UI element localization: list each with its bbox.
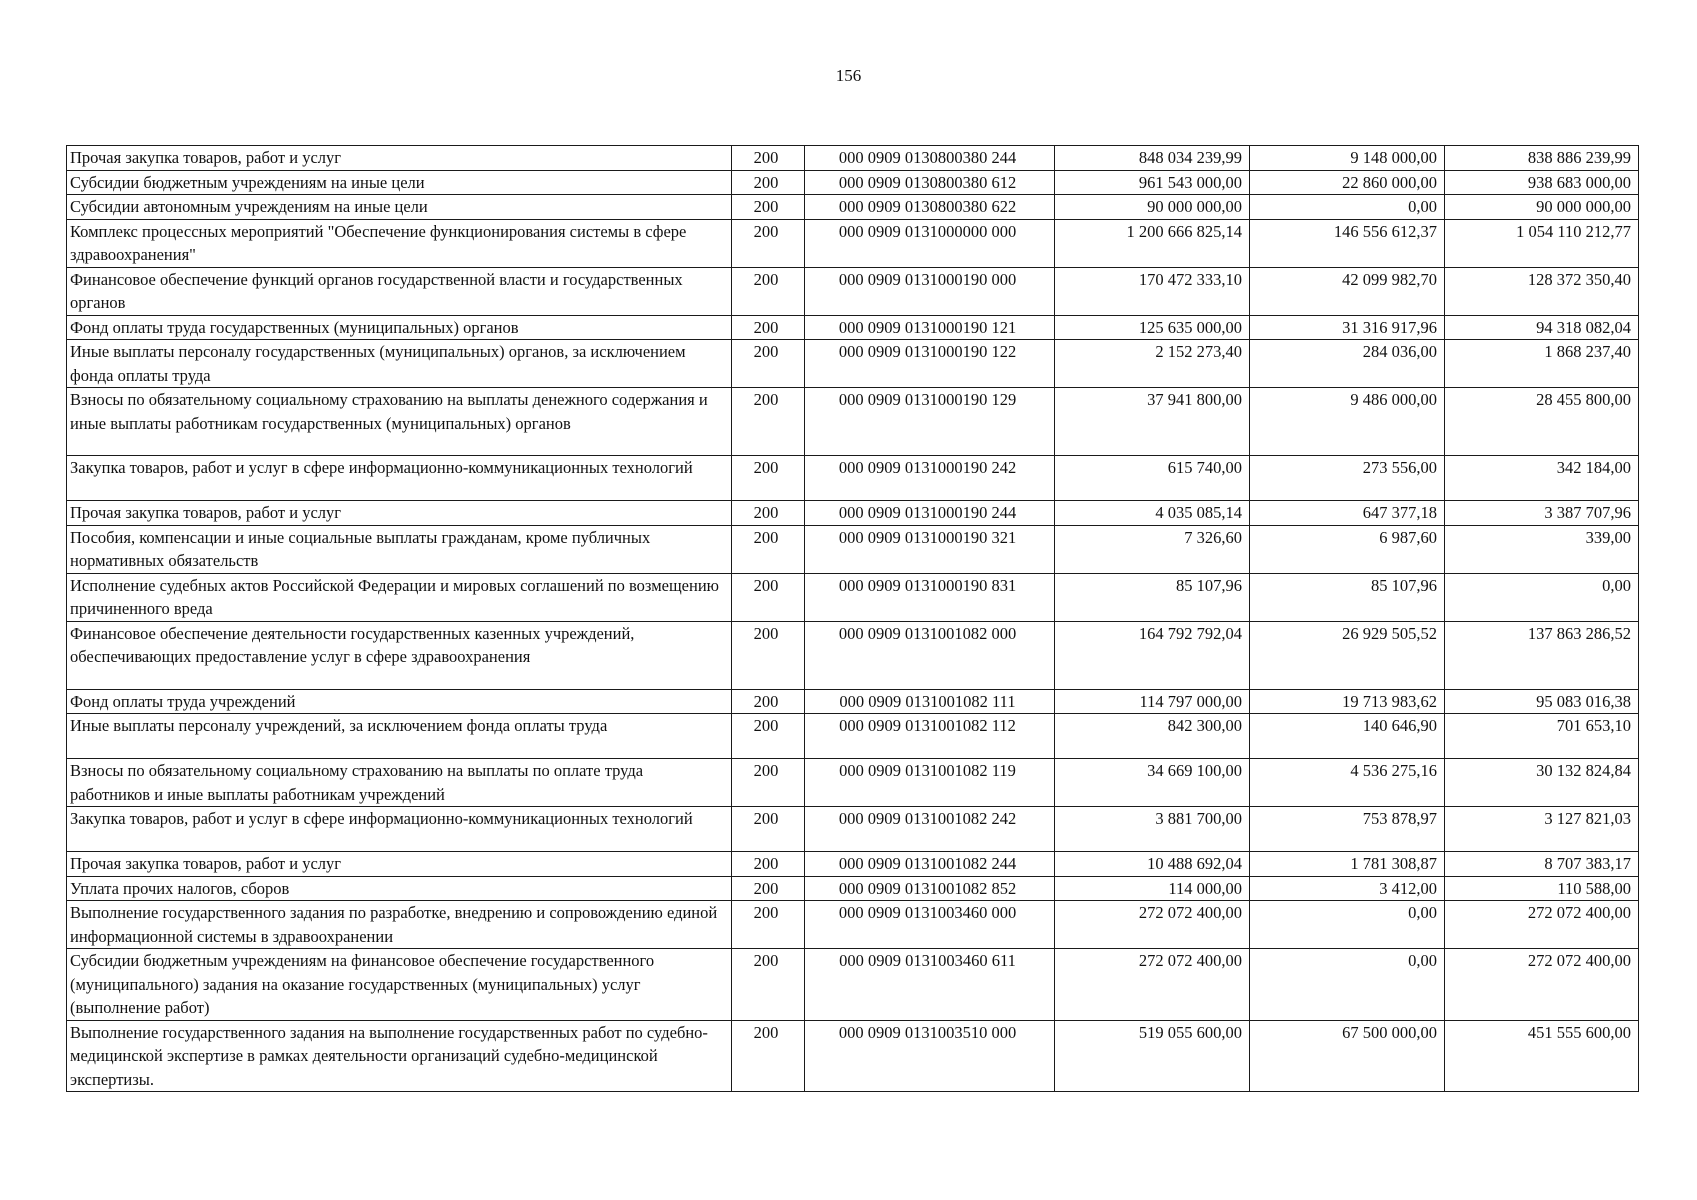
row-name: Финансовое обеспечение функций органов государственной власти и государственных органов bbox=[67, 267, 732, 315]
row-approved: 114 000,00 bbox=[1055, 876, 1250, 901]
row-kbk: 000 0909 0131000190 242 bbox=[805, 456, 1055, 501]
row-executed: 67 500 000,00 bbox=[1250, 1020, 1445, 1092]
row-approved: 164 792 792,04 bbox=[1055, 621, 1250, 689]
row-name: Субсидии бюджетным учреждениям на финансовое обеспечение государственного (муниципального) задания на оказание государственных (муниципальных) услуг (выполнение работ) bbox=[67, 949, 732, 1021]
row-kbk: 000 0909 0131000190 122 bbox=[805, 340, 1055, 388]
row-unexecuted: 95 083 016,38 bbox=[1445, 689, 1639, 714]
row-code: 200 bbox=[732, 501, 805, 526]
row-name: Прочая закупка товаров, работ и услуг bbox=[67, 852, 732, 877]
row-name: Фонд оплаты труда государственных (муниципальных) органов bbox=[67, 315, 732, 340]
table-row bbox=[67, 759, 1639, 807]
table-row bbox=[67, 315, 1639, 340]
row-code: 200 bbox=[732, 267, 805, 315]
row-approved: 37 941 800,00 bbox=[1055, 388, 1250, 456]
row-name: Пособия, компенсации и иные социальные выплаты гражданам, кроме публичных нормативных обязательств bbox=[67, 525, 732, 573]
row-name: Выполнение государственного задания по разработке, внедрению и сопровождению единой информационной системы в здравоохранении bbox=[67, 901, 732, 949]
row-code: 200 bbox=[732, 573, 805, 621]
row-unexecuted: 272 072 400,00 bbox=[1445, 901, 1639, 949]
row-unexecuted: 110 588,00 bbox=[1445, 876, 1639, 901]
table-row bbox=[67, 1020, 1639, 1092]
row-kbk: 000 0909 0131000190 121 bbox=[805, 315, 1055, 340]
row-kbk: 000 0909 0131000000 000 bbox=[805, 219, 1055, 267]
row-kbk: 000 0909 0131003460 611 bbox=[805, 949, 1055, 1021]
row-kbk: 000 0909 0131003460 000 bbox=[805, 901, 1055, 949]
row-approved: 848 034 239,99 bbox=[1055, 146, 1250, 171]
row-executed: 284 036,00 bbox=[1250, 340, 1445, 388]
row-executed: 1 781 308,87 bbox=[1250, 852, 1445, 877]
row-kbk: 000 0909 0131001082 112 bbox=[805, 714, 1055, 759]
row-code: 200 bbox=[732, 315, 805, 340]
row-kbk: 000 0909 0131000190 831 bbox=[805, 573, 1055, 621]
row-code: 200 bbox=[732, 388, 805, 456]
row-unexecuted: 137 863 286,52 bbox=[1445, 621, 1639, 689]
row-kbk: 000 0909 0131001082 852 bbox=[805, 876, 1055, 901]
row-approved: 34 669 100,00 bbox=[1055, 759, 1250, 807]
row-name: Комплекс процессных мероприятий "Обеспечение функционирования системы в сфере здравоохранения" bbox=[67, 219, 732, 267]
row-code: 200 bbox=[732, 807, 805, 852]
row-unexecuted: 451 555 600,00 bbox=[1445, 1020, 1639, 1092]
row-unexecuted: 8 707 383,17 bbox=[1445, 852, 1639, 877]
row-approved: 1 200 666 825,14 bbox=[1055, 219, 1250, 267]
row-unexecuted: 3 387 707,96 bbox=[1445, 501, 1639, 526]
budget-execution-table bbox=[66, 145, 1639, 1092]
row-approved: 114 797 000,00 bbox=[1055, 689, 1250, 714]
row-unexecuted: 3 127 821,03 bbox=[1445, 807, 1639, 852]
row-approved: 3 881 700,00 bbox=[1055, 807, 1250, 852]
row-name: Субсидии автономным учреждениям на иные цели bbox=[67, 195, 732, 220]
table-row bbox=[67, 456, 1639, 501]
row-code: 200 bbox=[732, 1020, 805, 1092]
row-unexecuted: 94 318 082,04 bbox=[1445, 315, 1639, 340]
row-unexecuted: 0,00 bbox=[1445, 573, 1639, 621]
row-code: 200 bbox=[732, 852, 805, 877]
row-name: Субсидии бюджетным учреждениям на иные цели bbox=[67, 170, 732, 195]
row-approved: 4 035 085,14 bbox=[1055, 501, 1250, 526]
row-unexecuted: 90 000 000,00 bbox=[1445, 195, 1639, 220]
row-approved: 10 488 692,04 bbox=[1055, 852, 1250, 877]
row-name: Взносы по обязательному социальному страхованию на выплаты по оплате труда работников и иные выплаты работникам учреждений bbox=[67, 759, 732, 807]
row-approved: 272 072 400,00 bbox=[1055, 901, 1250, 949]
row-kbk: 000 0909 0131001082 244 bbox=[805, 852, 1055, 877]
row-name: Исполнение судебных актов Российской Федерации и мировых соглашений по возмещению причиненного вреда bbox=[67, 573, 732, 621]
row-unexecuted: 1 054 110 212,77 bbox=[1445, 219, 1639, 267]
row-executed: 647 377,18 bbox=[1250, 501, 1445, 526]
row-approved: 961 543 000,00 bbox=[1055, 170, 1250, 195]
row-unexecuted: 938 683 000,00 bbox=[1445, 170, 1639, 195]
row-code: 200 bbox=[732, 949, 805, 1021]
row-executed: 9 486 000,00 bbox=[1250, 388, 1445, 456]
table-row bbox=[67, 901, 1639, 949]
row-approved: 842 300,00 bbox=[1055, 714, 1250, 759]
row-name: Прочая закупка товаров, работ и услуг bbox=[67, 146, 732, 171]
row-code: 200 bbox=[732, 901, 805, 949]
table-row bbox=[67, 195, 1639, 220]
row-code: 200 bbox=[732, 714, 805, 759]
row-executed: 22 860 000,00 bbox=[1250, 170, 1445, 195]
row-executed: 140 646,90 bbox=[1250, 714, 1445, 759]
row-name: Закупка товаров, работ и услуг в сфере информационно-коммуникационных технологий bbox=[67, 807, 732, 852]
table-row bbox=[67, 340, 1639, 388]
row-executed: 19 713 983,62 bbox=[1250, 689, 1445, 714]
row-unexecuted: 272 072 400,00 bbox=[1445, 949, 1639, 1021]
row-unexecuted: 30 132 824,84 bbox=[1445, 759, 1639, 807]
row-code: 200 bbox=[732, 525, 805, 573]
table-row bbox=[67, 689, 1639, 714]
row-kbk: 000 0909 0131000190 000 bbox=[805, 267, 1055, 315]
row-kbk: 000 0909 0131001082 119 bbox=[805, 759, 1055, 807]
row-kbk: 000 0909 0131001082 000 bbox=[805, 621, 1055, 689]
row-code: 200 bbox=[732, 456, 805, 501]
row-approved: 170 472 333,10 bbox=[1055, 267, 1250, 315]
row-executed: 753 878,97 bbox=[1250, 807, 1445, 852]
row-executed: 0,00 bbox=[1250, 949, 1445, 1021]
row-unexecuted: 339,00 bbox=[1445, 525, 1639, 573]
table-row bbox=[67, 949, 1639, 1021]
row-code: 200 bbox=[732, 689, 805, 714]
row-unexecuted: 128 372 350,40 bbox=[1445, 267, 1639, 315]
row-name: Взносы по обязательному социальному страхованию на выплаты денежного содержания и иные выплаты работникам государственных (муниципальных) органов bbox=[67, 388, 732, 456]
row-code: 200 bbox=[732, 340, 805, 388]
row-code: 200 bbox=[732, 146, 805, 171]
row-name: Иные выплаты персоналу учреждений, за исключением фонда оплаты труда bbox=[67, 714, 732, 759]
row-unexecuted: 701 653,10 bbox=[1445, 714, 1639, 759]
row-executed: 42 099 982,70 bbox=[1250, 267, 1445, 315]
row-executed: 3 412,00 bbox=[1250, 876, 1445, 901]
row-name: Выполнение государственного задания на выполнение государственных работ по судебно-медицинской экспертизе в рамках деятельности организаций судебно-медицинской экспертизы. bbox=[67, 1020, 732, 1092]
row-approved: 85 107,96 bbox=[1055, 573, 1250, 621]
row-name: Фонд оплаты труда учреждений bbox=[67, 689, 732, 714]
table-row bbox=[67, 621, 1639, 689]
row-kbk: 000 0909 0131000190 321 bbox=[805, 525, 1055, 573]
row-executed: 0,00 bbox=[1250, 195, 1445, 220]
row-code: 200 bbox=[732, 219, 805, 267]
table-row bbox=[67, 388, 1639, 456]
row-kbk: 000 0909 0130800380 244 bbox=[805, 146, 1055, 171]
row-executed: 9 148 000,00 bbox=[1250, 146, 1445, 171]
row-approved: 7 326,60 bbox=[1055, 525, 1250, 573]
row-executed: 0,00 bbox=[1250, 901, 1445, 949]
table-row bbox=[67, 807, 1639, 852]
table-row bbox=[67, 876, 1639, 901]
row-kbk: 000 0909 0131003510 000 bbox=[805, 1020, 1055, 1092]
row-code: 200 bbox=[732, 195, 805, 220]
row-name: Уплата прочих налогов, сборов bbox=[67, 876, 732, 901]
table-row bbox=[67, 219, 1639, 267]
table-row bbox=[67, 852, 1639, 877]
row-code: 200 bbox=[732, 876, 805, 901]
row-kbk: 000 0909 0131000190 244 bbox=[805, 501, 1055, 526]
row-unexecuted: 28 455 800,00 bbox=[1445, 388, 1639, 456]
table-row bbox=[67, 267, 1639, 315]
row-name: Закупка товаров, работ и услуг в сфере информационно-коммуникационных технологий bbox=[67, 456, 732, 501]
row-approved: 2 152 273,40 bbox=[1055, 340, 1250, 388]
row-name: Иные выплаты персоналу государственных (муниципальных) органов, за исключением фонда оплаты труда bbox=[67, 340, 732, 388]
row-kbk: 000 0909 0130800380 612 bbox=[805, 170, 1055, 195]
row-kbk: 000 0909 0131001082 242 bbox=[805, 807, 1055, 852]
row-unexecuted: 342 184,00 bbox=[1445, 456, 1639, 501]
row-executed: 146 556 612,37 bbox=[1250, 219, 1445, 267]
row-approved: 90 000 000,00 bbox=[1055, 195, 1250, 220]
row-executed: 26 929 505,52 bbox=[1250, 621, 1445, 689]
row-kbk: 000 0909 0131001082 111 bbox=[805, 689, 1055, 714]
row-executed: 85 107,96 bbox=[1250, 573, 1445, 621]
row-approved: 615 740,00 bbox=[1055, 456, 1250, 501]
table-row bbox=[67, 170, 1639, 195]
row-name: Финансовое обеспечение деятельности государственных казенных учреждений, обеспечивающих предоставление услуг в сфере здравоохранения bbox=[67, 621, 732, 689]
row-name: Прочая закупка товаров, работ и услуг bbox=[67, 501, 732, 526]
table-row bbox=[67, 501, 1639, 526]
row-executed: 31 316 917,96 bbox=[1250, 315, 1445, 340]
table-body bbox=[67, 146, 1639, 1092]
row-code: 200 bbox=[732, 759, 805, 807]
table-row bbox=[67, 573, 1639, 621]
row-approved: 272 072 400,00 bbox=[1055, 949, 1250, 1021]
row-code: 200 bbox=[732, 170, 805, 195]
row-unexecuted: 838 886 239,99 bbox=[1445, 146, 1639, 171]
table-row bbox=[67, 146, 1639, 171]
row-kbk: 000 0909 0130800380 622 bbox=[805, 195, 1055, 220]
row-executed: 6 987,60 bbox=[1250, 525, 1445, 573]
row-unexecuted: 1 868 237,40 bbox=[1445, 340, 1639, 388]
row-approved: 519 055 600,00 bbox=[1055, 1020, 1250, 1092]
table-row bbox=[67, 525, 1639, 573]
row-approved: 125 635 000,00 bbox=[1055, 315, 1250, 340]
row-kbk: 000 0909 0131000190 129 bbox=[805, 388, 1055, 456]
page-number: 156 bbox=[835, 66, 862, 85]
row-executed: 273 556,00 bbox=[1250, 456, 1445, 501]
table-row bbox=[67, 714, 1639, 759]
row-executed: 4 536 275,16 bbox=[1250, 759, 1445, 807]
row-code: 200 bbox=[732, 621, 805, 689]
